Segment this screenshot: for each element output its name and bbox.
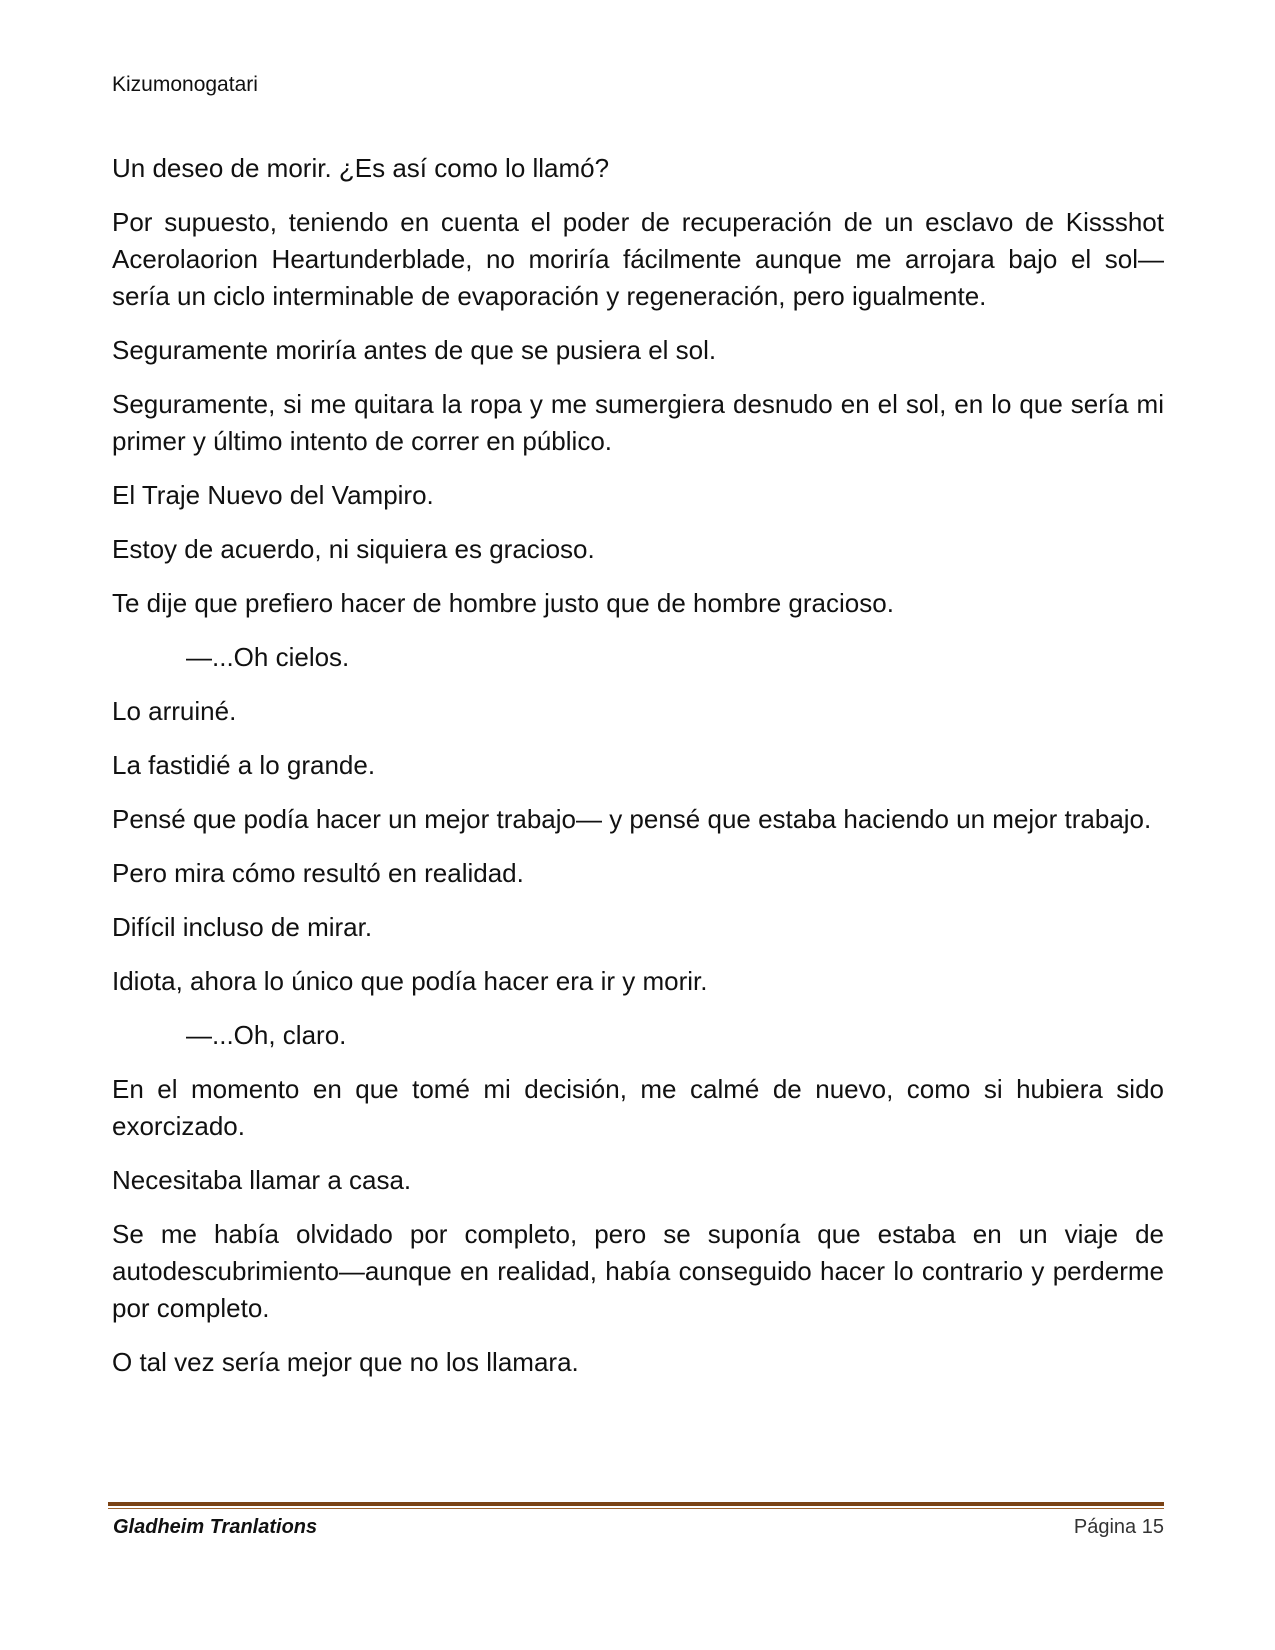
paragraph: Lo arruiné. — [112, 696, 237, 726]
paragraph: Un deseo de morir. ¿Es así como lo llamó? — [112, 153, 610, 183]
paragraph: Te dije que prefiero hacer de hombre justo que de hombre gracioso. — [112, 588, 894, 618]
paragraph: La fastidié a lo grande. — [112, 750, 376, 780]
paragraph: Pero mira cómo resultó en realidad. — [112, 858, 524, 888]
page-number-value: 15 — [1141, 1516, 1164, 1538]
paragraph: O tal vez sería mejor que no los llamara. — [112, 1347, 579, 1377]
paragraph: Difícil incluso de mirar. — [112, 912, 373, 942]
paragraph: En el momento en que tomé mi decisión, me calmé de nuevo, como si hubiera sido exorcizado. — [112, 1074, 1164, 1141]
footer-divider-thin — [108, 1508, 1164, 1509]
dialogue-line: —...Oh cielos. — [186, 642, 350, 672]
paragraph: Por supuesto, teniendo en cuenta el poder de recuperación de un esclavo de Kissshot Acerolaorion Heartunderblade, no moriría fácilmente aunque me arrojara bajo el sol— sería un ciclo interminable de evaporación y regeneración, pero igualmente. — [112, 207, 1164, 311]
running-header: Kizumonogatari — [112, 73, 258, 96]
paragraph: Seguramente, si me quitara la ropa y me sumergiera desnudo en el sol, en lo que sería mi primer y último intento de correr en público. — [112, 389, 1164, 456]
paragraph: Necesitaba llamar a casa. — [112, 1165, 412, 1195]
paragraph: Estoy de acuerdo, ni siquiera es gracioso. — [112, 534, 595, 564]
paragraph: El Traje Nuevo del Vampiro. — [112, 480, 434, 510]
footer-credit: Gladheim Tranlations — [113, 1516, 318, 1538]
paragraph: Pensé que podía hacer un mejor trabajo— y pensé que estaba haciendo un mejor trabajo. — [112, 804, 1152, 834]
footer-divider — [108, 1502, 1164, 1510]
body-text — [112, 150, 1164, 1398]
dialogue-line: —...Oh, claro. — [186, 1020, 347, 1050]
paragraph: Idiota, ahora lo único que podía hacer era ir y morir. — [112, 966, 708, 996]
page-label: Página — [1073, 1516, 1137, 1538]
paragraph: Seguramente moriría antes de que se pusiera el sol. — [112, 335, 717, 365]
paragraph: Se me había olvidado por completo, pero se suponía que estaba en un viaje de autodescubrimiento—aunque en realidad, había conseguido hacer lo contrario y perderme por completo. — [112, 1219, 1164, 1323]
footer-divider-thick — [108, 1502, 1164, 1506]
page-number — [1074, 1514, 1164, 1540]
